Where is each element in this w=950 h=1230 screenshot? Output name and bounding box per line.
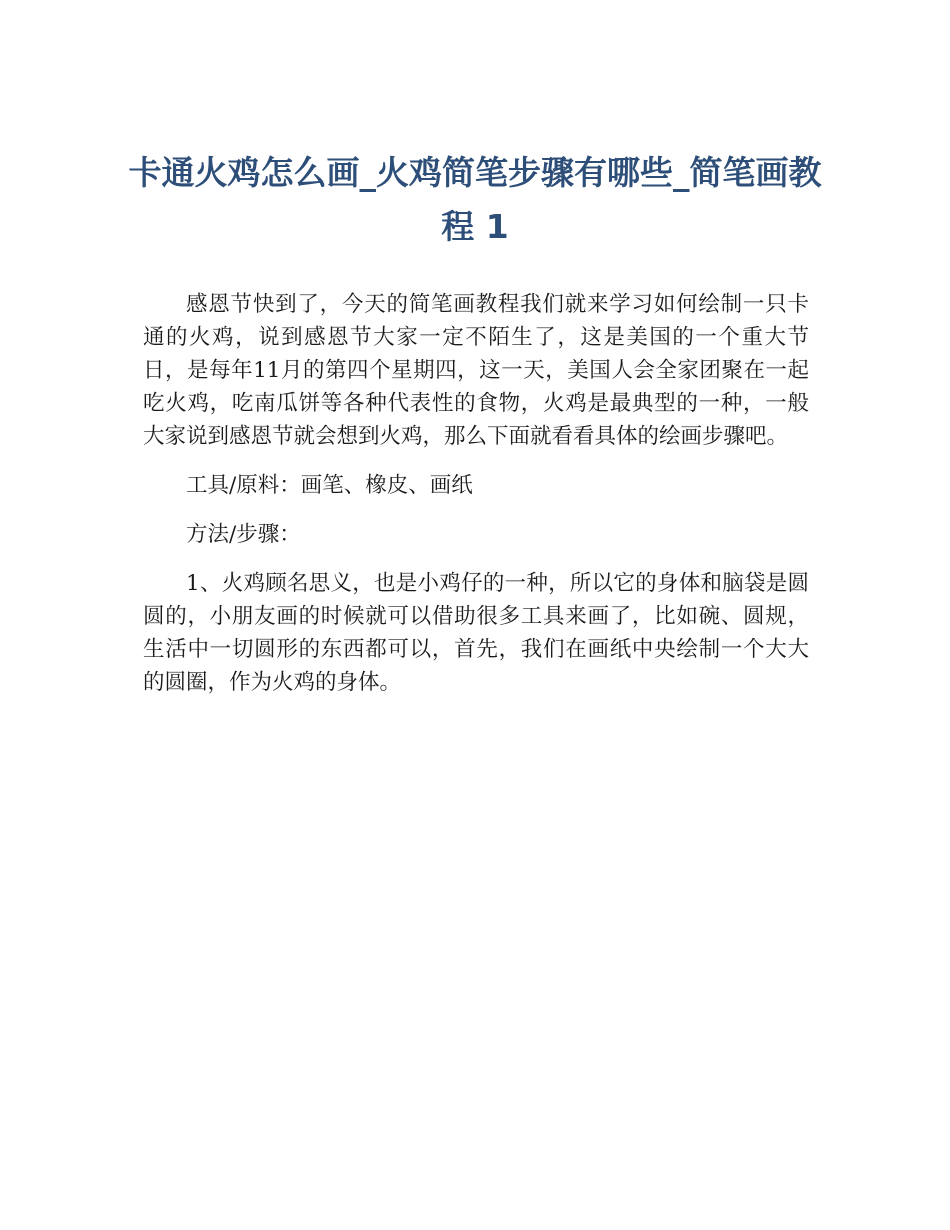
paragraph-method-heading: 方法/步骤： <box>186 522 301 547</box>
document-body <box>143 288 809 699</box>
paragraph-step-1: 1、火鸡顾名思义，也是小鸡仔的一种，所以它的身体和脑袋是圆圆的，小朋友画的时候就可以借助很多工具来画了，比如碗、圆规，生活中一切圆形的东西都可以，首先，我们在画纸中央绘制一个大大的圆圈，作为火鸡的身体。 <box>143 571 809 695</box>
paragraph-tools: 工具/原料：画笔、橡皮、画纸 <box>186 473 473 498</box>
document-title: 卡通火鸡怎么画_火鸡简笔步骤有哪些_简笔画教程 1 <box>128 153 822 246</box>
paragraph-intro: 感恩节快到了，今天的简笔画教程我们就来学习如何绘制一只卡通的火鸡，说到感恩节大家一定不陌生了，这是美国的一个重大节日，是每年11月的第四个星期四，这一天，美国人会全家团聚在一起吃火鸡，吃南瓜饼等各种代表性的食物，火鸡是最典型的一种，一般大家说到感恩节就会想到火鸡，那么下面就看看具体的绘画步骤吧。 <box>143 292 809 449</box>
